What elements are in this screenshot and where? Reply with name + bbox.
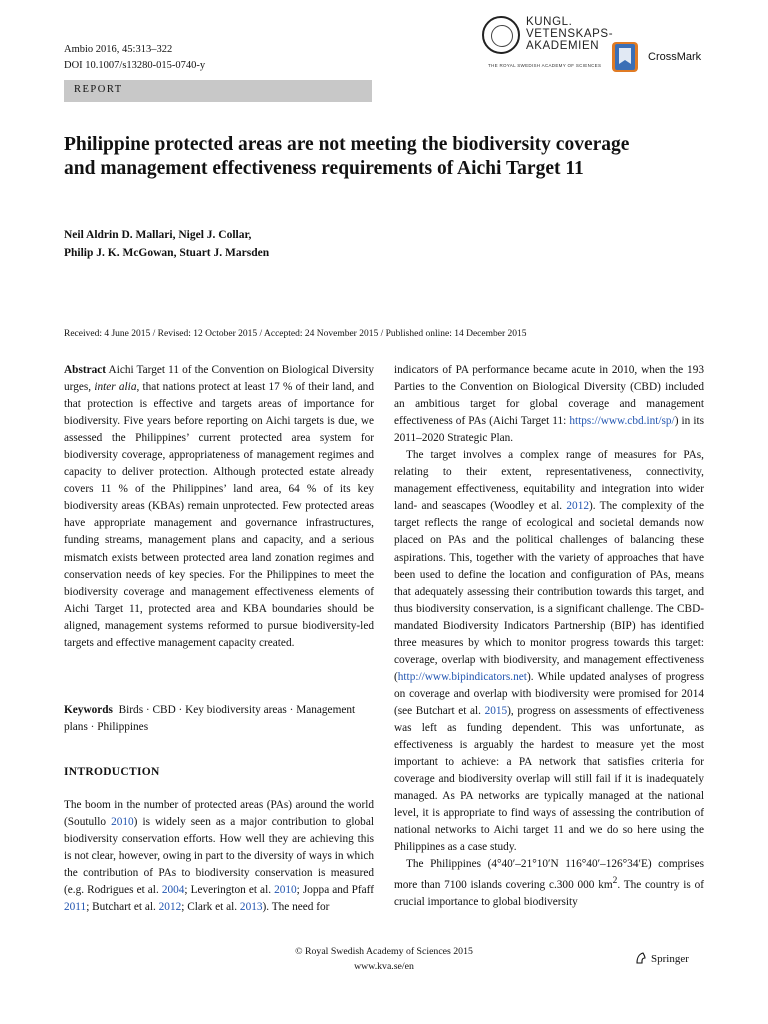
article-title: Philippine protected areas are not meeting the biodiversity coverage and management effectiveness requirements of Aichi Target 11 [64,134,630,179]
academy-seal-icon [482,16,520,54]
introduction-heading: INTRODUCTION [64,766,160,778]
authors [64,226,564,262]
reference-link[interactable]: 2012 [158,901,182,914]
introduction-body: The boom in the number of protected areas (PAs) around the world (Soutullo 2010) is widely seen as a major contribution to global biodiversity conservation efforts. How well they are achieving this is not clear, however, owing in part to the diversity of ways in which the contribution of PAs to biodiversity conservation is measured (e.g. Rodrigues et al. 2004; Leverington et al. 2010; Joppa and Pfaff 2011; Butchart et al. 2012; Clark et al. 2013). The need for [64,799,375,914]
footer-url: www.kva.se/en [354,961,414,972]
keywords-text: Birds · CBD · Key biodiversity areas · Management plans · Philippines [64,704,356,733]
abstract-label: Abstract [64,364,107,376]
bip-link[interactable]: http://www.bipindicators.net [397,670,527,683]
authors-line: Neil Aldrin D. Mallari, Nigel J. Collar, [64,229,252,241]
cbd-link[interactable]: https://www.cbd.int/sp/ [569,415,675,428]
reference-link[interactable]: 2010 [111,816,134,829]
crossmark-label[interactable]: CrossMark [648,51,702,63]
abstract-text: , that nations protect at least 17 % of their land, and that protection is effective and targets areas of importance for biodiversity. Five years before reporting on Aichi targets is due, we assessed the Philippines’ current protected area system for biodiversity coverage, appropriateness of management regimes and capacity to deliver protection. Although protected estate already covers 11 % of the Philippines’ land area, 64 % of its key biodiversity areas (KBAs) remain unprotected. Few protected areas have appropriate management and governance infrastructures, funding streams, management plans and capacity, and a serious mismatch exists between protected area land zonation regimes and conservation needs of key species. For the Philippines to meet the biodiversity coverage and management effectiveness elements of Aichi Target 11, protected area and KBA boundaries should be aligned, management systems reformed to pursue biodiversity-led targets and effective management capacity created. [64,381,374,649]
abstract-text: Aichi Target 11 of the Convention on Biological Diversity urges, [64,364,375,394]
crossmark-icon[interactable] [610,40,640,74]
article-dates: Received: 4 June 2015 / Revised: 12 October 2015 / Accepted: 24 November 2015 / Published online: 14 December 2015 [64,329,527,339]
abstract-italic: inter alia [94,381,137,394]
authors-line: Philip J. K. McGowan, Stuart J. Marsden [64,247,270,259]
journal-meta [64,42,205,74]
reference-link[interactable]: 2004 [161,884,185,897]
keywords [64,702,374,736]
reference-link[interactable]: 2015 [484,704,508,717]
reference-link[interactable]: 2010 [274,884,297,897]
springer-logo [634,951,689,965]
right-column: indicators of PA performance became acute in 2010, when the 193 Parties to the Convention on Biological Diversity (CBD) included an ambitious target for global coverage and management effectiveness of PAs (Aichi Target 11: https://www.cbd.int/sp/) in its 2011–2020 Strategic Plan. The target involves a complex range of measures for PAs, relating to their extent, representativeness, connectivity, management effectiveness, equitability and integration into wider land- and seascapes (Woodley et al. 2012). The complexity of the target reflects the range of ecological and societal demands now placed on PAs and the political challenges of balancing these aspirations. This, together with the variety of approaches that have been used to define the location and configuration of PAs, means that adequately assessing their contribution towards this target, and thus biodiversity conservation, is a significant challenge. The CBD-mandated Biodiversity Indicators Partnership (BIP) has identified three measures by which to monitor progress towards this target: coverage, overlap with biodiversity, and management effectiveness (http://www.bipindicators.net). While updated analyses of progress on coverage and overlap with biodiversity were promised for 2014 (see Butchart et al. 2015), progress on assessments of effectiveness was left as funding dependent. This was unfortunate, as effectiveness is arguably the hardest to measure yet the most important to achieve: a PA network that satisfies criteria for coverage and biodiversity overlap will still fail if it is inadequately managed. As PA networks are typically managed at the national level, it is appropriate to find ways of assessing the contribution of national networks to Aichi target 11 and we do so here using the Philippines as a case study. The Philippines (4°40′–21°10′N 116°40′–126°34′E) comprises more than 7100 islands covering c.300 000 $km^2$. The country is of crucial importance to global biodiversity [394,364,705,909]
kva-subtitle: THE ROYAL SWEDISH ACADEMY OF SCIENCES [488,63,602,68]
journal-citation: Ambio 2016, 45:313–322 [64,44,173,55]
springer-label: Springer [651,953,689,965]
springer-horse-icon [634,951,648,965]
reference-link[interactable]: 2011 [64,901,87,914]
section-label: REPORT [74,84,123,95]
abstract [64,362,374,652]
kva-wordmark: KUNGL. VETENSKAPS- AKADEMIEN [526,16,614,52]
doi: DOI 10.1007/s13280-015-0740-y [64,60,206,71]
reference-link[interactable]: 2012 [566,500,589,513]
keywords-label: Keywords [64,704,113,716]
reference-link[interactable]: 2013 [239,901,263,914]
copyright: © Royal Swedish Academy of Sciences 2015 [295,946,473,957]
